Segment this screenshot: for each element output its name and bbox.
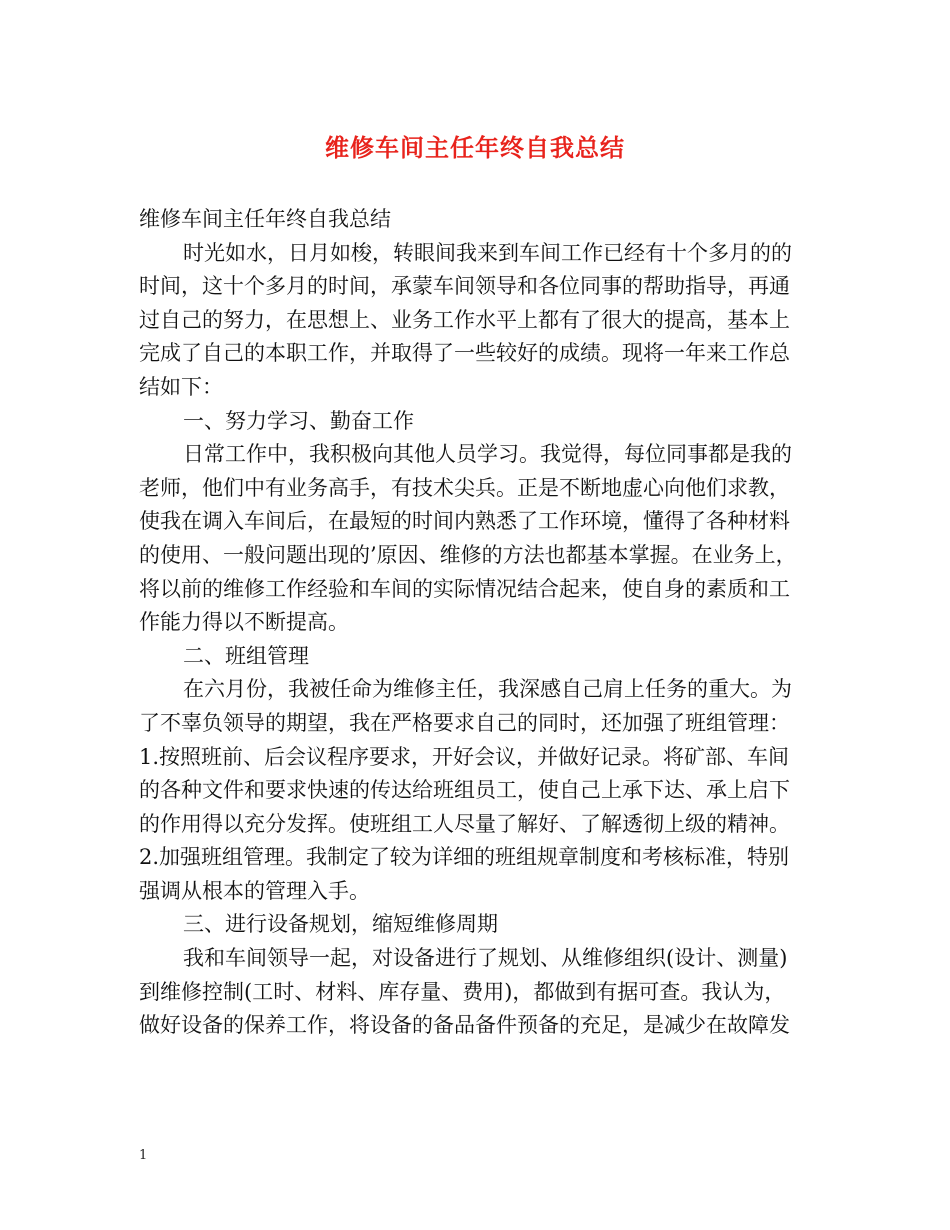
paragraph-line: 过自己的努力，在思想上、业务工作水平上都有了很大的提高，基本上 (139, 307, 790, 332)
paragraph-line: 在六月份，我被任命为维修主任，我深感自己肩上任务的重大。为 (183, 677, 792, 702)
paragraph-line: 的使用、一般问题出现的’原因、维修的方法也都基本掌握。在业务上， (139, 542, 797, 567)
paragraph-line: 到维修控制(工时、材料、库存量、费用)，都做到有据可查。我认为， (139, 979, 786, 1004)
paragraph-line: 作能力得以不断提高。 (139, 610, 349, 635)
paragraph-line: 老师，他们中有业务高手，有技术尖兵。正是不断地虚心向他们求教， (139, 475, 790, 500)
section-heading: 一、努力学习、勤奋工作 (183, 408, 414, 433)
paragraph-line: 时间，这十个多月的时间，承蒙车间领导和各位同事的帮助指导，再通 (139, 274, 790, 299)
body-line-heading: 维修车间主任年终自我总结 (139, 207, 391, 231)
page-number: 1 (139, 1148, 148, 1163)
paragraph-line: 了不辜负领导的期望，我在严格要求自己的同时，还加强了班组管理： (139, 710, 790, 735)
section-heading: 三、进行设备规划，缩短维修周期 (183, 912, 498, 937)
paragraph-line: 时光如水，日月如梭，转眼间我来到车间工作已经有十个多月的的 (183, 240, 792, 265)
paragraph-line: 做好设备的保养工作，将设备的备品备件预备的充足，是减少在故障发 (139, 1013, 790, 1038)
paragraph-line: 日常工作中，我积极向其他人员学习。我觉得，每位同事都是我的 (183, 442, 792, 467)
list-item-line: 1.按照班前、后会议程序要求，开好会议，并做好记录。将矿部、车间 (139, 744, 790, 769)
paragraph-line: 将以前的维修工作经验和车间的实际情况结合起来，使自身的素质和工 (139, 576, 790, 601)
list-item-line: 的作用得以充分发挥。使班组工人尽量了解好、了解透彻上级的精神。 (139, 811, 790, 836)
list-item-line: 2.加强班组管理。我制定了较为详细的班组规章制度和考核标准，特别 (139, 845, 790, 870)
list-item-line: 的各种文件和要求快速的传达给班组员工，使自己上承下达、承上启下 (139, 778, 790, 803)
document-title: 维修车间主任年终自我总结 (325, 133, 625, 162)
paragraph-line: 完成了自己的本职工作，并取得了一些较好的成绩。现将一年来工作总 (139, 341, 790, 366)
document-body (139, 203, 819, 1043)
paragraph-line: 使我在调入车间后，在最短的时间内熟悉了工作环境，懂得了各种材料 (139, 509, 790, 534)
paragraph-line: 我和车间领导一起，对设备进行了规划、从维修组织(设计、测量) (183, 946, 788, 971)
list-item-line: 强调从根本的管理入手。 (139, 878, 370, 903)
section-heading: 二、班组管理 (183, 643, 309, 668)
paragraph-line: 结如下： (139, 374, 223, 399)
